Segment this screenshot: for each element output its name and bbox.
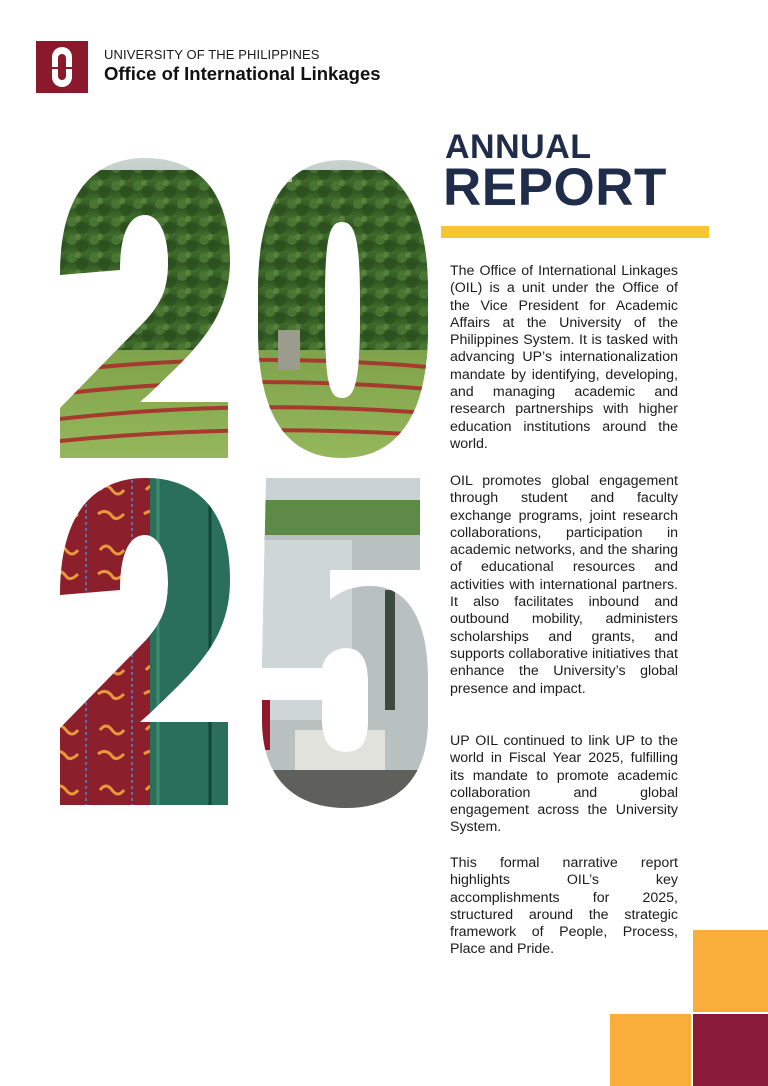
numerals-20-photo <box>50 150 440 465</box>
corner-color-blocks <box>610 930 768 1086</box>
title-annual: ANNUAL <box>445 128 592 166</box>
numerals-25-photo <box>50 470 440 815</box>
engagement-paragraph: OIL promotes global engagement through student and faculty exchange programs, joint research collaborations, participation in academic networks, and the sharing of educational resources and activities with international partners. It also facilitates inbound and outbound mobility, administers scholarships and grants, and supports collaborative initiatives that enhance the University’s global presence and impact. <box>450 473 678 697</box>
intro-paragraph: The Office of International Linkages (OIL) is a unit under the Office of the Vice President for Academic Affairs at the University of the Philippines System. It is tasked with advancing UP’s internationalization mandate by identifying, developing, and managing academic and research partnerships with higher education institutions around the world. <box>450 263 678 452</box>
office-name: Office of International Linkages <box>104 63 381 84</box>
fiscal-year-paragraph: UP OIL continued to link UP to the world in Fiscal Year 2025, fulfilling its mandate to promote academic collaboration and global engagement across the University System. <box>450 733 678 836</box>
year-2025-graphic <box>0 0 440 820</box>
title-underline-bar <box>441 226 709 238</box>
title-report: REPORT <box>443 158 667 217</box>
report-scope-paragraph: This formal narrative report highlights OIL’s key accomplishments for 2025, structured around the strategic framework of People, Process, Place and Pride. <box>450 855 678 958</box>
university-name: UNIVERSITY OF THE PHILIPPINES <box>104 47 320 62</box>
